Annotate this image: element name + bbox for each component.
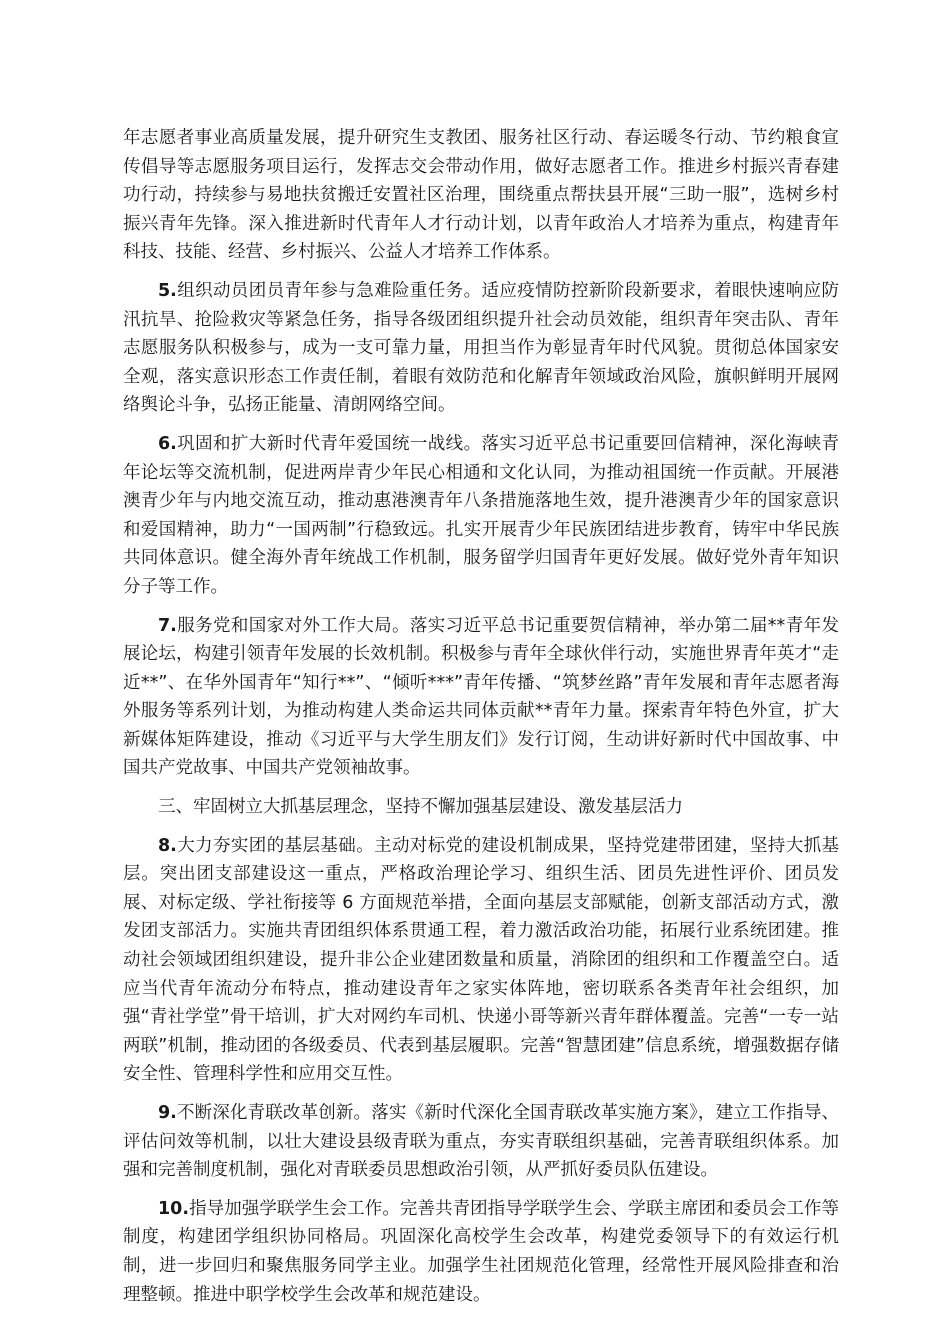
- paragraph-item-9: [123, 1099, 839, 1185]
- paragraph-item-10: [123, 1195, 839, 1309]
- section-heading: 三、牢固树立大抓基层理念，坚持不懈加强基层建设、激发基层活力: [158, 797, 683, 818]
- item-number: 8.: [158, 835, 177, 856]
- document-page: [123, 124, 839, 1319]
- item-number: 10.: [158, 1198, 190, 1219]
- paragraph-text: 年志愿者事业高质量发展，提升研究生支教团、服务社区行动、春运暖冬行动、节约粮食宣传倡导等志愿服务项目运行，发挥志交会带动作用，做好志愿者工作。推进乡村振兴青春建功行动，持续参与易地扶贫搬迁安置社区治理，围绕重点帮扶县开展“三助一服”，选树乡村振兴青年先锋。深入推进新时代青年人才行动计划，以青年政治人才培养为重点，构建青年科技、技能、经营、乡村振兴、公益人才培养工作体系。: [123, 128, 839, 263]
- paragraph-text: 指导加强学联学生会工作。完善共青团指导学联学生会、学联主席团和委员会工作等制度，构建团学组织协同格局。巩固深化高校学生会改革，构建党委领导下的有效运行机制，进一步回归和聚焦服务同学主业。加强学生社团规范化管理，经常性开展风险排查和治理整顿。推进中职学校学生会改革和规范建设。: [123, 1198, 839, 1305]
- paragraph-text: 巩固和扩大新时代青年爱国统一战线。落实习近平总书记重要回信精神，深化海峡青年论坛等交流机制，促进两岸青少年民心相通和文化认同，为推动祖国统一作贡献。开展港澳青少年与内地交流互动，推动惠港澳青年八条措施落地生效，提升港澳青少年的国家意识和爱国精神，助力“一国两制”行稳致远。扎实开展青少年民族团结进步教育，铸牢中华民族共同体意识。健全海外青年统战工作机制，服务留学归国青年更好发展。做好党外青年知识分子等工作。: [123, 433, 839, 597]
- item-number: 6.: [158, 433, 177, 454]
- paragraph-text: 服务党和国家对外工作大局。落实习近平总书记重要贺信精神，举办第二届**青年发展论坛，构建引领青年发展的长效机制。积极参与青年全球伙伴行动，实施世界青年英才“走近**”、在华外国青年“知行**”、“倾听***”青年传播、“筑梦丝路”青年发展和青年志愿者海外服务等系列计划，为推动构建人类命运共同体贡献**青年力量。探索青年特色外宣，扩大新媒体矩阵建设，推动《习近平与大学生朋友们》发行订阅，生动讲好新时代中国故事、中国共产党故事、中国共产党领袖故事。: [123, 615, 839, 779]
- item-number: 9.: [158, 1103, 177, 1123]
- paragraph-item-5: [123, 277, 839, 420]
- item-number: 7.: [158, 615, 177, 636]
- paragraph-continued: [123, 124, 839, 267]
- paragraph-item-6: [123, 430, 839, 602]
- paragraph-item-8: [123, 832, 839, 1089]
- paragraph-item-7: [123, 612, 839, 784]
- paragraph-text: 不断深化青联改革创新。落实《新时代深化全国青联改革实施方案》，建立工作指导、评估问效等机制，以壮大建设县级青联为重点，夯实青联组织基础，完善青联组织体系。加强和完善制度机制，强化对青联委员思想政治引领，从严抓好委员队伍建设。: [123, 1103, 839, 1181]
- item-number: 5.: [158, 280, 177, 301]
- paragraph-text: 大力夯实团的基层基础。主动对标党的建设机制成果，坚持党建带团建，坚持大抓基层。突出团支部建设这一重点，严格政治理论学习、组织生活、团员先进性评价、团员发展、对标定级、学社衔接等 6 方面规范举措，全面向基层支部赋能，创新支部活动方式，激发团支部活力。实施共青团组织体系贯通工程，着力激活政治功能，拓展行业系统团建。推动社会领域团组织建设，提升非公企业建团数量和质量，消除团的组织和工作覆盖空白。适应当代青年流动分布特点，推动建设青年之家实体阵地，密切联系各类青年社会组织，加强“青社学堂”骨干培训，扩大对网约车司机、快递小哥等新兴青年群体覆盖。完善“一专一站两联”机制，推动团的各级委员、代表到基层履职。完善“智慧团建”信息系统，增强数据存储安全性、管理科学性和应用交互性。: [123, 835, 839, 1085]
- paragraph-text: 组织动员团员青年参与急难险重任务。适应疫情防控新阶段新要求，着眼快速响应防汛抗旱、抢险救灾等紧急任务，指导各级团组织提升社会动员效能，组织青年突击队、青年志愿服务队积极参与，成为一支可靠力量，用担当作为彰显青年时代风貌。贯彻总体国家安全观，落实意识形态工作责任制，着眼有效防范和化解青年领域政治风险，旗帜鲜明开展网络舆论斗争，弘扬正能量、清朗网络空间。: [123, 280, 839, 416]
